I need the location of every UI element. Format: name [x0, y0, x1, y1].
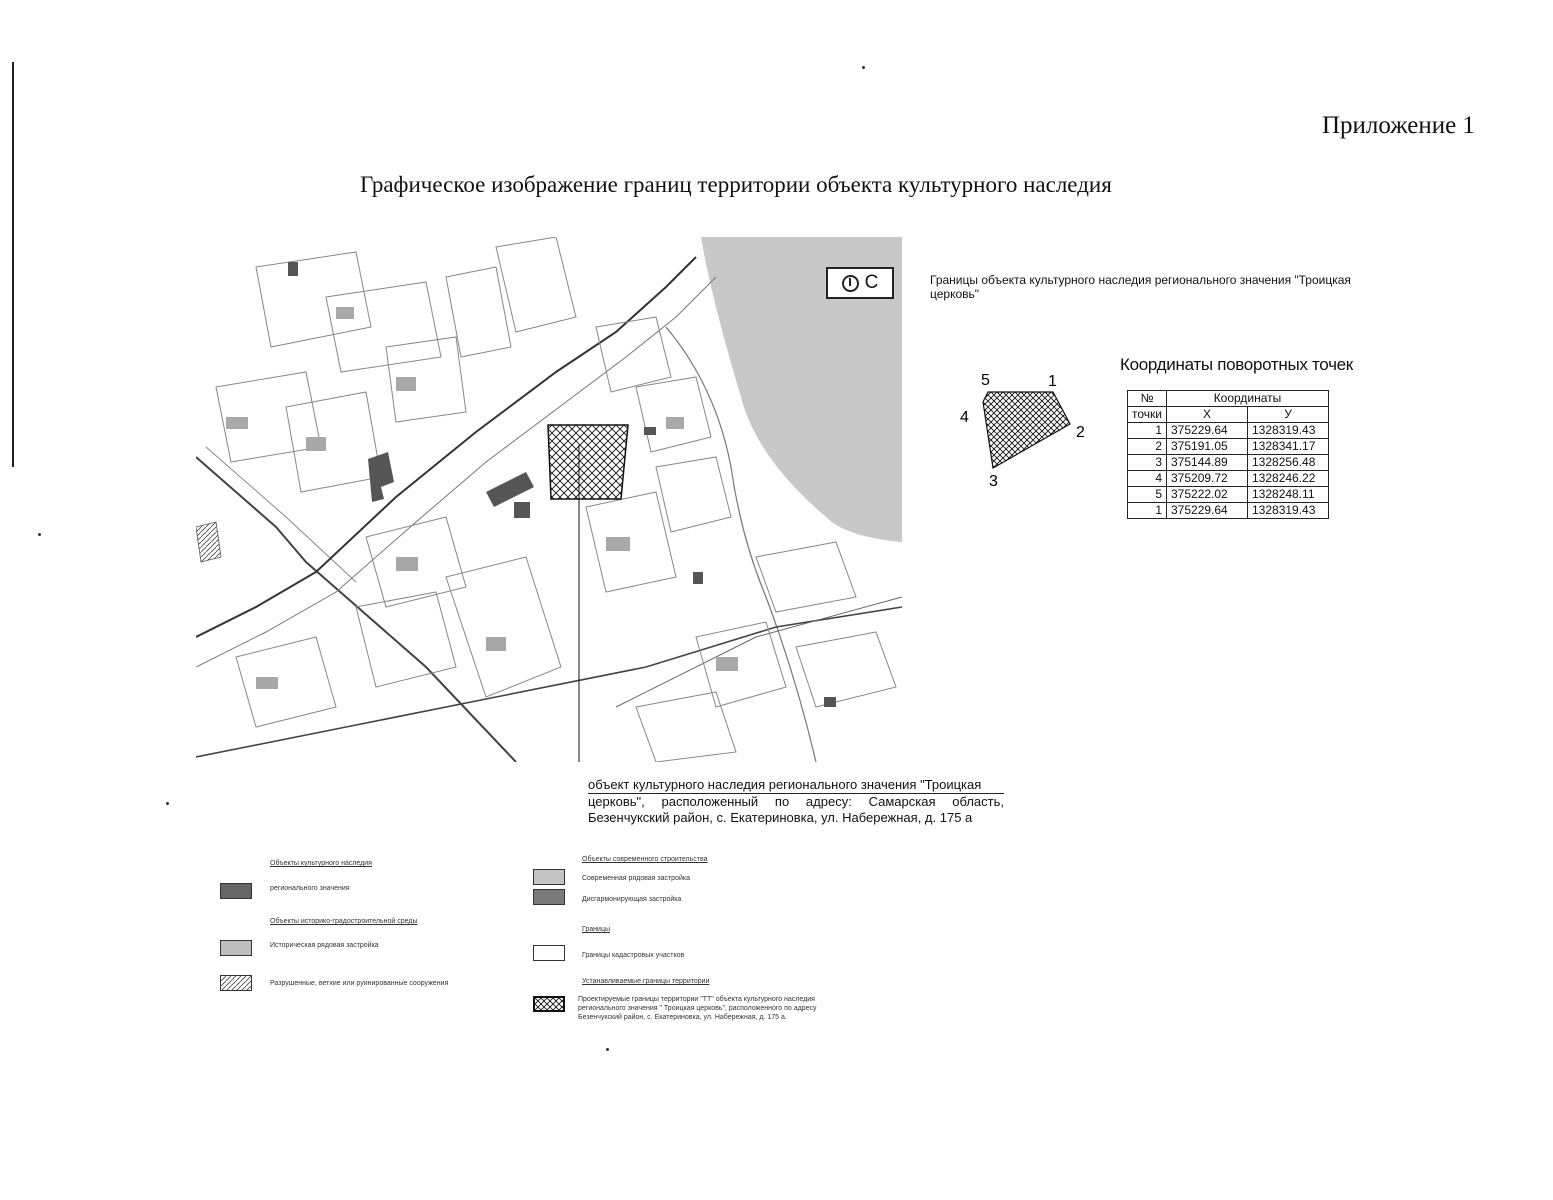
- legend-swatch-historic: [220, 940, 252, 956]
- parcel: [696, 622, 786, 707]
- legend-swatch-cadastral: [533, 945, 565, 961]
- scan-speck: [606, 1048, 609, 1051]
- point-label-5: 5: [981, 372, 990, 389]
- coord-y: 1328319.43: [1248, 423, 1329, 439]
- table-header-row: [1128, 407, 1329, 423]
- historic-building: [226, 417, 248, 429]
- projected-hatch: [535, 998, 563, 1010]
- legend-ruined: Разрушенные, ветхие или руинированные сооружения: [270, 980, 449, 987]
- scan-speck: [38, 533, 41, 536]
- parcel: [636, 692, 736, 762]
- legend-established-heading: Устанавливаемые границы территории: [582, 978, 710, 985]
- point-number: 5: [1128, 487, 1167, 503]
- historic-building: [306, 437, 326, 451]
- parcel: [596, 317, 671, 392]
- header-group: Координаты: [1167, 391, 1329, 407]
- object-caption-line1: объект культурного наследия регионального значения "Троицкая: [588, 777, 1004, 794]
- coord-x: 375144.89: [1167, 455, 1248, 471]
- legend-swatch-modern: [533, 869, 565, 885]
- historic-building: [606, 537, 630, 551]
- coord-x: 375222.02: [1167, 487, 1248, 503]
- table-row: [1128, 455, 1329, 471]
- parcel: [286, 392, 381, 492]
- turning-points-scheme: [955, 368, 1095, 493]
- coordinates-title: Координаты поворотных точек: [1120, 355, 1353, 374]
- parcel: [796, 632, 896, 707]
- historic-building: [396, 557, 418, 571]
- coord-y: 1328341.17: [1248, 439, 1329, 455]
- coord-x: 375229.64: [1167, 503, 1248, 519]
- historic-building: [666, 417, 684, 429]
- dissonant-building: [693, 572, 703, 584]
- table-row: [1128, 503, 1329, 519]
- legend-swatch-projected: [533, 996, 565, 1012]
- point-label-3: 3: [989, 473, 998, 490]
- legend-dissonant: Дисгармонирующая застройка: [582, 896, 682, 903]
- dissonant-building: [368, 452, 394, 502]
- legend-projected: Проектируемые границы территории "ТТ" объекта культурного наследия регионального значения " Троицкая церковь", расположенного по адресу Безенчукский район, с. Екатериновка, ул. Набережная, д. 175 а.: [578, 996, 817, 1021]
- point-number: 4: [1128, 471, 1167, 487]
- point-number: 2: [1128, 439, 1167, 455]
- heritage-territory-boundary: [548, 425, 628, 499]
- coord-x: 375191.05: [1167, 439, 1248, 455]
- point-number: 1: [1128, 423, 1167, 439]
- page-margin-line: [12, 62, 14, 467]
- road-left: [196, 457, 516, 762]
- historic-building: [486, 637, 506, 651]
- point-label-4: 4: [960, 409, 969, 426]
- scan-speck: [862, 66, 865, 69]
- legend-swatch-regional: [220, 883, 252, 899]
- coord-x: 375209.72: [1167, 471, 1248, 487]
- parcel: [326, 282, 441, 372]
- legend-heritage-heading: Объекты культурного наследия: [270, 860, 372, 867]
- coord-y: 1328319.43: [1248, 503, 1329, 519]
- header-point: точки: [1128, 407, 1167, 423]
- historic-building: [396, 377, 416, 391]
- table-row: [1128, 487, 1329, 503]
- table-row: [1128, 423, 1329, 439]
- dissonant-building: [644, 427, 656, 435]
- boundary-polygon: [983, 392, 1070, 468]
- legend-regional: регионального значения: [270, 885, 350, 892]
- object-caption-rest: церковь", расположенный по адресу: Самарская область, Безенчукский район, с. Екатериновка, ул. Набережная, д. 175 а: [588, 794, 1004, 825]
- header-num: №: [1128, 391, 1167, 407]
- north-arrow: [826, 267, 894, 299]
- parcel: [496, 237, 576, 332]
- parcel: [356, 592, 456, 687]
- dissonant-building: [824, 697, 836, 707]
- legend-borders-heading: Границы: [582, 926, 610, 933]
- coord-x: 375229.64: [1167, 423, 1248, 439]
- object-caption: [588, 777, 1004, 826]
- table-row: [1128, 439, 1329, 455]
- parcel: [446, 267, 511, 357]
- historic-building: [336, 307, 354, 319]
- appendix-label: Приложение 1: [1322, 112, 1475, 139]
- legend-cadastral: Границы кадастровых участков: [582, 952, 685, 959]
- parcel: [256, 252, 371, 347]
- point-number: 3: [1128, 455, 1167, 471]
- parcel: [756, 542, 856, 612]
- legend-swatch-ruined: [220, 975, 252, 991]
- parcel: [586, 492, 676, 592]
- coord-y: 1328246.22: [1248, 471, 1329, 487]
- legend-modern-heading: Объекты современного строительства: [582, 856, 708, 863]
- coord-y: 1328256.48: [1248, 455, 1329, 471]
- north-label: С: [864, 272, 879, 293]
- legend-modern-row: Современная рядовая застройка: [582, 875, 690, 882]
- legend-swatch-dissonant: [533, 889, 565, 905]
- ruined-structure: [196, 522, 221, 562]
- dissonant-building: [514, 502, 530, 518]
- point-label-2: 2: [1076, 424, 1085, 441]
- coordinates-table: [1127, 390, 1329, 519]
- legend-historic-heading: Объекты историко-градостроительной среды: [270, 918, 418, 925]
- scan-speck: [166, 802, 169, 805]
- table-row: [1128, 471, 1329, 487]
- dissonant-building: [288, 262, 298, 276]
- ruined-hatch: [221, 976, 251, 990]
- point-number: 1: [1128, 503, 1167, 519]
- table-header-row: [1128, 391, 1329, 407]
- header-y: У: [1248, 407, 1329, 423]
- boundary-caption: Границы объекта культурного наследия регионального значения "Троицкая церковь": [930, 273, 1351, 301]
- legend-historic-row: Историческая рядовая застройка: [270, 942, 379, 949]
- compass-icon: [842, 275, 859, 292]
- cadastral-map: [196, 237, 902, 762]
- coord-y: 1328248.11: [1248, 487, 1329, 503]
- header-x: X: [1167, 407, 1248, 423]
- historic-building: [256, 677, 278, 689]
- parcel: [656, 457, 731, 532]
- dissonant-building: [486, 472, 534, 507]
- parcel: [636, 377, 711, 452]
- road-left-edge: [206, 447, 356, 582]
- historic-building: [716, 657, 738, 671]
- point-label-1: 1: [1048, 373, 1057, 390]
- map-drawing: [196, 237, 902, 762]
- parcel: [236, 637, 336, 727]
- document-title: Графическое изображение границ территории объекта культурного наследия: [360, 172, 1112, 197]
